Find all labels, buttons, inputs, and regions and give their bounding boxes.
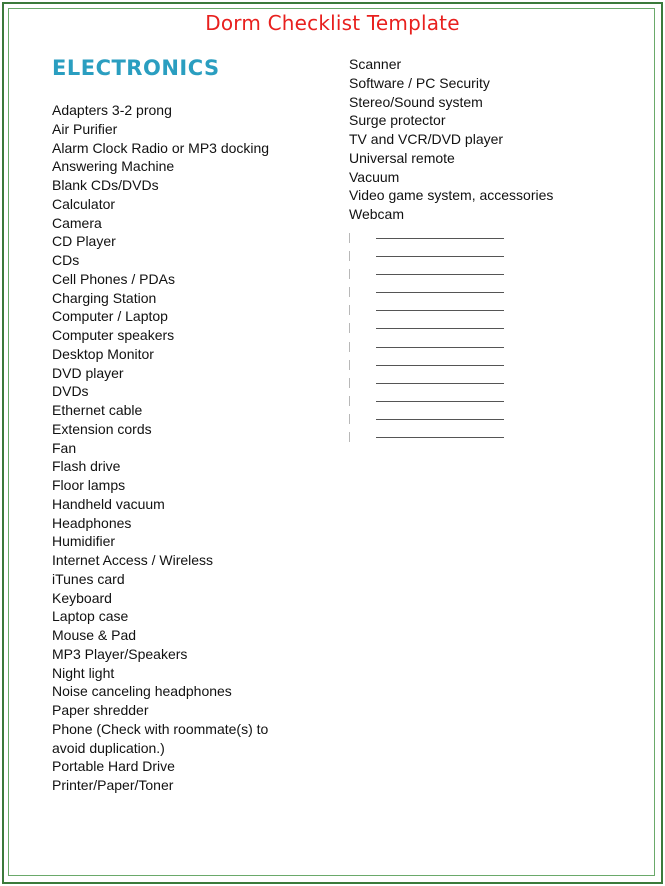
blank-entry-line[interactable] (349, 339, 509, 357)
blank-entry-line[interactable] (349, 411, 509, 429)
checklist-item: Air Purifier (52, 120, 118, 137)
write-in-underline (376, 310, 504, 311)
checkbox-marker (349, 305, 350, 315)
blank-entry-line[interactable] (349, 375, 509, 393)
checklist-item: Vacuum (349, 168, 400, 185)
checklist-item: Extension cords (52, 420, 152, 437)
checklist-item: Blank CDs/DVDs (52, 177, 159, 193)
blank-entry-line[interactable] (349, 266, 509, 284)
checklist-item: DVD player (52, 364, 124, 381)
checklist-item: Noise canceling headphones (52, 683, 232, 700)
checklist-item: Humidifier (52, 533, 116, 550)
checklist-right-column (349, 55, 609, 224)
checklist-left-column (52, 101, 292, 795)
checkbox-marker (349, 251, 350, 261)
checklist-item: Answering Machine (52, 158, 175, 175)
blank-entry-line[interactable] (349, 248, 509, 266)
checklist-item: Phone (Check with roommate(s) to (52, 720, 269, 737)
blank-entry-lines (349, 230, 509, 447)
checklist-item: Laptop case (52, 608, 129, 625)
checklist-item: Flash drive (52, 458, 121, 475)
checklist-item: Video game system, accessories (349, 187, 554, 204)
checklist-item: Surge protector (349, 112, 446, 129)
blank-entry-line[interactable] (349, 302, 509, 320)
checklist-item: Desktop Monitor (52, 345, 154, 362)
checklist-item: Paper shredder (52, 702, 149, 718)
checklist-item: Floor lamps (52, 477, 126, 493)
checklist-item: DVDs (52, 383, 89, 400)
write-in-underline (376, 328, 504, 329)
write-in-underline (376, 437, 504, 438)
write-in-underline (376, 274, 504, 275)
checkbox-marker (349, 360, 350, 370)
blank-entry-line[interactable] (349, 393, 509, 411)
checklist-item: CDs (52, 252, 80, 268)
blank-entry-line[interactable] (349, 284, 509, 302)
checkbox-marker (349, 378, 350, 388)
checklist-item: Charging Station (52, 289, 157, 306)
checklist-item: Printer/Paper/Toner (52, 777, 174, 793)
checkbox-marker (349, 342, 350, 352)
checkbox-marker (349, 233, 350, 243)
checklist-item: Headphones (52, 514, 132, 531)
checklist-item: Calculator (52, 195, 116, 212)
checklist-item: Mouse & Pad (52, 627, 137, 643)
checkbox-marker (349, 323, 350, 333)
write-in-underline (376, 347, 504, 348)
checklist-item: TV and VCR/DVD player (349, 131, 504, 147)
checklist-item: Alarm Clock Radio or MP3 docking (52, 139, 270, 156)
checkbox-marker (349, 269, 350, 279)
checklist-item: CD Player (52, 233, 116, 250)
section-heading-electronics: ELECTRONICS (52, 56, 220, 80)
checklist-item: avoid duplication.) (52, 739, 165, 756)
checklist-item: Universal remote (349, 149, 455, 166)
document-title: Dorm Checklist Template (205, 11, 460, 35)
checklist-item: Handheld vacuum (52, 495, 165, 512)
checklist-item: Computer speakers (52, 327, 175, 343)
checklist-item: Fan (52, 439, 77, 456)
checklist-item: iTunes card (52, 570, 125, 587)
write-in-underline (376, 365, 504, 366)
write-in-underline (376, 419, 504, 420)
checkbox-marker (349, 414, 350, 424)
checkbox-marker (349, 396, 350, 406)
write-in-underline (376, 383, 504, 384)
checkbox-marker (349, 287, 350, 297)
checklist-item: Camera (52, 214, 102, 231)
checklist-item: Cell Phones / PDAs (52, 270, 175, 287)
checklist-item: Internet Access / Wireless (52, 552, 214, 568)
checkbox-marker (349, 432, 350, 442)
checklist-item: Webcam (349, 206, 404, 222)
write-in-underline (376, 401, 504, 402)
blank-entry-line[interactable] (349, 357, 509, 375)
checklist-item: Portable Hard Drive (52, 758, 175, 775)
checklist-item: Scanner (349, 56, 402, 72)
blank-entry-line[interactable] (349, 320, 509, 338)
blank-entry-line[interactable] (349, 429, 509, 447)
checklist-item: Software / PC Security (349, 74, 490, 91)
checklist-item: Computer / Laptop (52, 308, 168, 325)
checklist-item: MP3 Player/Speakers (52, 645, 188, 662)
blank-entry-line[interactable] (349, 230, 509, 248)
checklist-item: Stereo/Sound system (349, 93, 483, 110)
write-in-underline (376, 238, 504, 239)
checklist-item: Adapters 3-2 prong (52, 102, 172, 118)
checklist-item: Night light (52, 664, 115, 681)
checklist-item: Ethernet cable (52, 402, 143, 418)
write-in-underline (376, 292, 504, 293)
write-in-underline (376, 256, 504, 257)
checklist-item: Keyboard (52, 589, 112, 606)
